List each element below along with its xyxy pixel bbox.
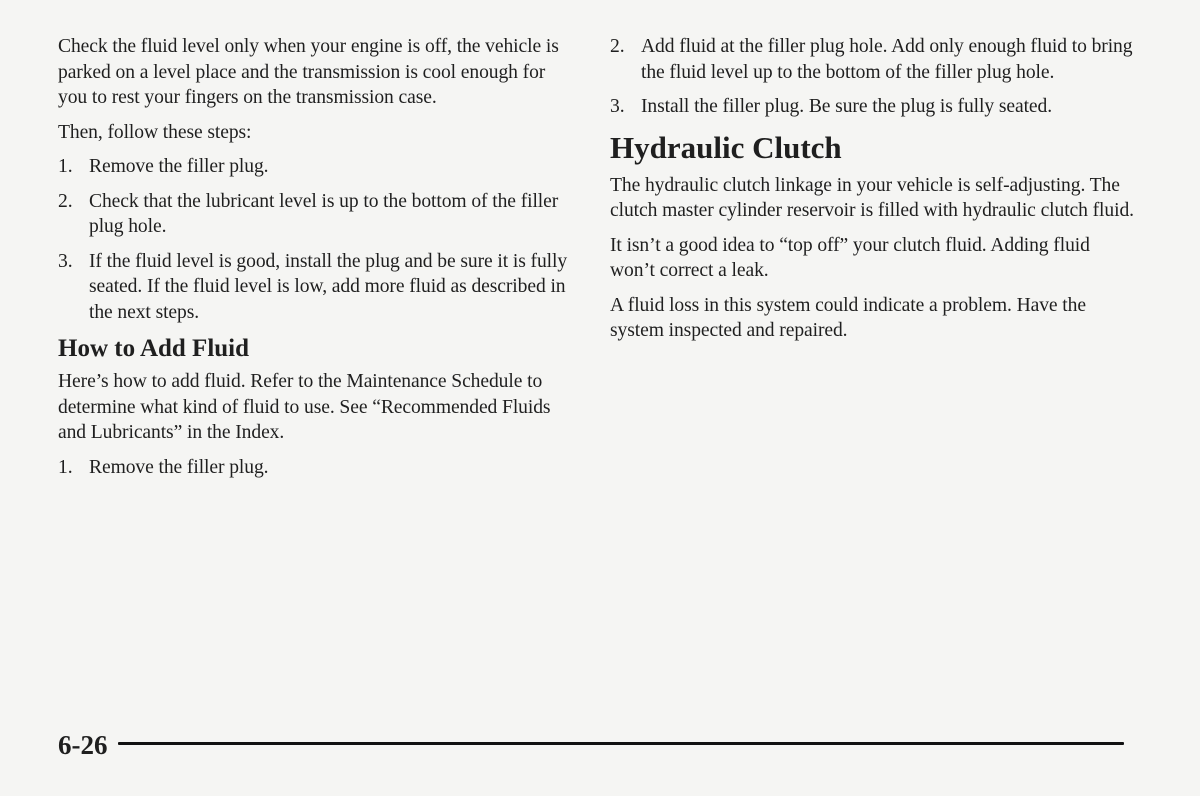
- add-step-3: [610, 94, 1135, 120]
- step-text: Install the filler plug. Be sure the plug is fully seated.: [641, 96, 1053, 117]
- right-column: [610, 34, 1135, 353]
- page-footer: [58, 727, 1128, 767]
- check-step-1: [58, 154, 570, 180]
- page-number: 6-26: [58, 730, 108, 760]
- step-text: Remove the filler plug.: [89, 156, 269, 177]
- hydraulic-paragraph-1: The hydraulic clutch linkage in your vehicle is self-adjusting. The clutch master cylinder reservoir is filled with hydraulic clutch fluid.: [610, 174, 1134, 221]
- how-to-add-fluid-heading: How to Add Fluid: [58, 335, 250, 362]
- left-column: [58, 34, 570, 489]
- step-text: Add fluid at the filler plug hole. Add only enough fluid to bring the fluid level up to the bottom of the filler plug hole.: [641, 36, 1133, 83]
- how-to-add-paragraph: Here’s how to add fluid. Refer to the Maintenance Schedule to determine what kind of fluid to use. See “Recommended Fluids and Lubricants” in the Index.: [58, 371, 551, 443]
- add-step-1: [58, 455, 570, 481]
- add-step-2: [610, 34, 1135, 85]
- steps-intro: Then, follow these steps:: [58, 121, 252, 143]
- step-number: 2.: [610, 36, 625, 57]
- hydraulic-paragraph-3: A fluid loss in this system could indicate a problem. Have the system inspected and repaired.: [610, 294, 1086, 341]
- hydraulic-clutch-heading: Hydraulic Clutch: [610, 129, 842, 165]
- step-text: Check that the lubricant level is up to the bottom of the filler plug hole.: [89, 190, 559, 237]
- step-number: 3.: [610, 96, 625, 117]
- step-number: 3.: [58, 250, 73, 272]
- footer-rule: [118, 742, 1124, 745]
- intro-paragraph: Check the fluid level only when your engine is off, the vehicle is parked on a level place and the transmission is cool enough for you to rest your fingers on the transmission case.: [58, 36, 559, 108]
- check-step-2: [58, 189, 570, 240]
- step-text: Remove the filler plug.: [89, 456, 269, 478]
- step-number: 1.: [58, 456, 73, 478]
- step-number: 1.: [58, 156, 73, 177]
- hydraulic-paragraph-2: It isn’t a good idea to “top off” your clutch fluid. Adding fluid won’t correct a leak.: [610, 234, 1090, 281]
- step-text: If the fluid level is good, install the plug and be sure it is fully seated. If the fluid level is low, add more fluid as described in the next steps.: [89, 250, 568, 323]
- step-number: 2.: [58, 190, 73, 212]
- check-step-3: [58, 249, 570, 326]
